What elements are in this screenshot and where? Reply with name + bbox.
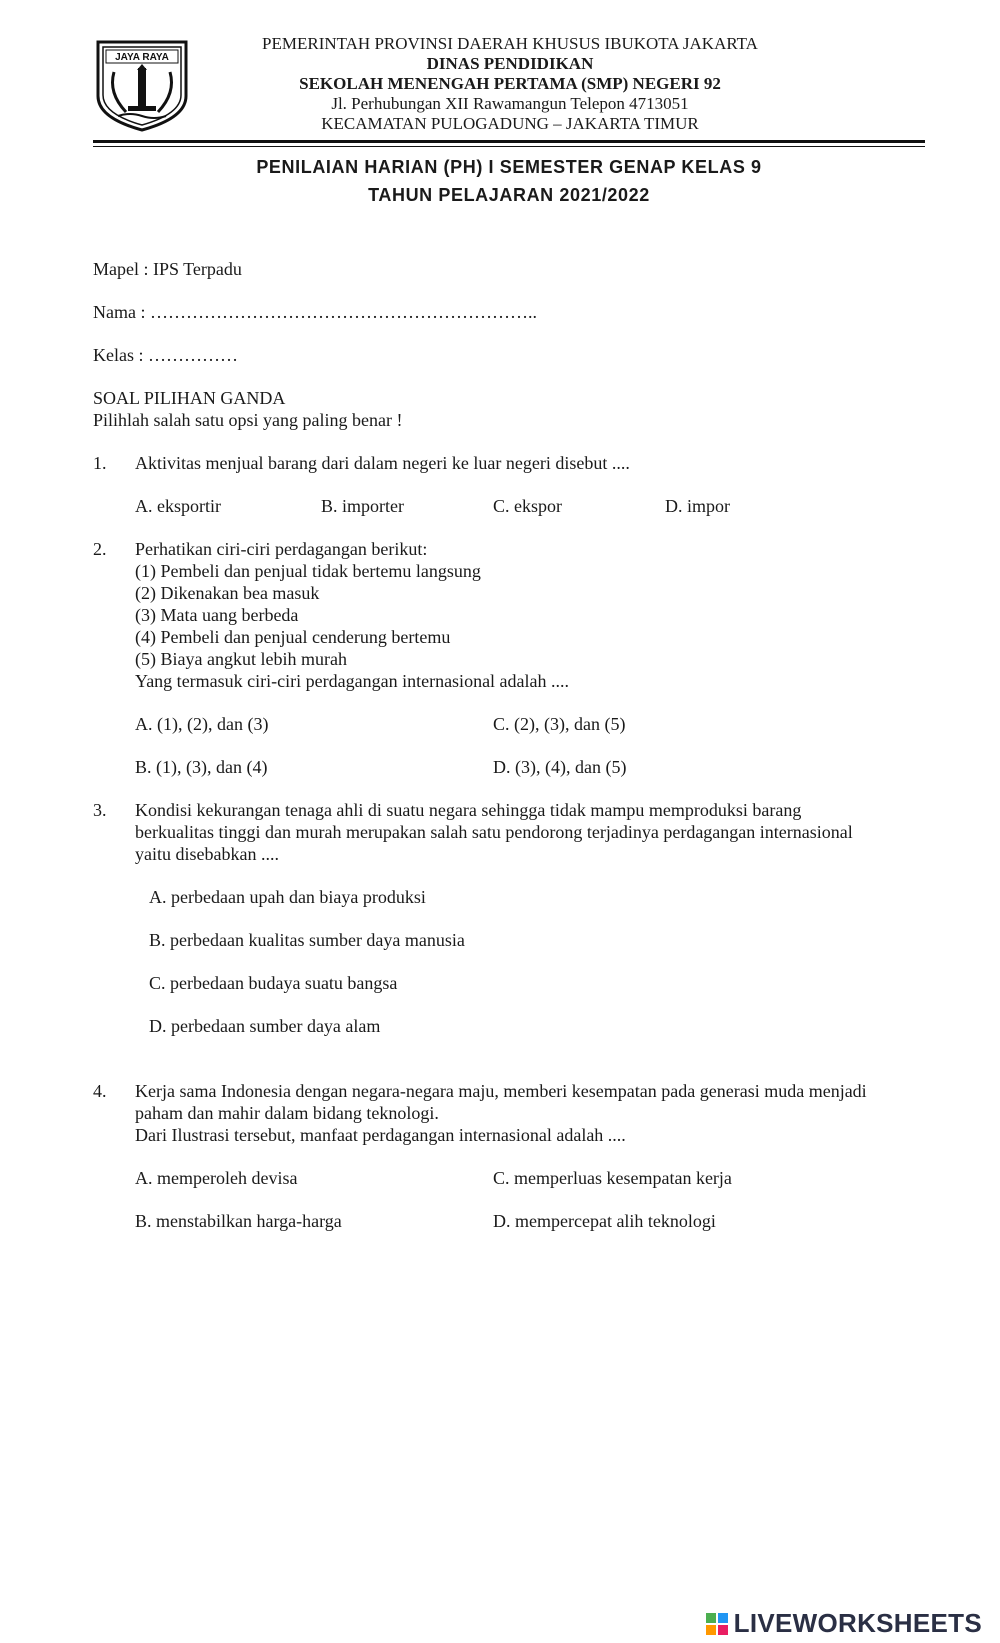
question-2-item-4: (4) Pembeli dan penjual cenderung bertemu [135, 627, 451, 647]
question-1-option-d[interactable]: D. impor [665, 496, 730, 516]
question-3-option-b[interactable]: B. perbedaan kualitas sumber daya manusia [149, 930, 465, 950]
question-1-option-c[interactable]: C. ekspor [493, 496, 562, 516]
question-3-option-d[interactable]: D. perbedaan sumber daya alam [149, 1016, 381, 1036]
logo-square [706, 1625, 716, 1635]
question-4-option-a[interactable]: A. memperoleh devisa [135, 1168, 298, 1188]
letterhead-government: PEMERINTAH PROVINSI DAERAH KHUSUS IBUKOTA JAKARTA [262, 34, 758, 53]
name-field: Nama : ……………………………………………………….. [93, 302, 537, 322]
question-4-option-b[interactable]: B. menstabilkan harga-harga [135, 1211, 342, 1231]
question-2-item-5: (5) Biaya angkut lebih murah [135, 649, 347, 669]
letterhead-school: SEKOLAH MENENGAH PERTAMA (SMP) NEGERI 92 [299, 74, 721, 93]
question-2-option-a[interactable]: A. (1), (2), dan (3) [135, 714, 269, 734]
question-2-text: Yang termasuk ciri-ciri perdagangan internasional adalah .... [135, 671, 570, 691]
school-logo [92, 38, 192, 132]
question-4-text-line2: paham dan mahir dalam bidang teknologi. [135, 1103, 439, 1123]
logo-square [706, 1613, 716, 1623]
question-1-text: Aktivitas menjual barang dari dalam negeri ke luar negeri disebut .... [135, 453, 630, 473]
logo-square [718, 1613, 728, 1623]
question-2-item-2: (2) Dikenakan bea masuk [135, 583, 320, 603]
question-1-option-b[interactable]: B. importer [321, 496, 404, 516]
liveworksheets-logo-icon [706, 1613, 728, 1635]
section-heading: SOAL PILIHAN GANDA [93, 388, 286, 408]
exam-title: PENILAIAN HARIAN (PH) I SEMESTER GENAP KELAS 9 [256, 157, 762, 177]
question-2-item-3: (3) Mata uang berbeda [135, 605, 299, 625]
question-3-text-line3: yaitu disebabkan .... [135, 844, 279, 864]
question-1-option-a[interactable]: A. eksportir [135, 496, 221, 516]
subject-field: Mapel : IPS Terpadu [93, 259, 242, 279]
question-4-number: 4. [93, 1081, 107, 1101]
letterhead-rule-thin [93, 146, 925, 147]
liveworksheets-brand[interactable] [706, 1608, 982, 1639]
exam-year: TAHUN PELAJARAN 2021/2022 [368, 185, 650, 205]
section-instruction: Pilihlah salah satu opsi yang paling benar ! [93, 410, 403, 430]
question-3-text-line1: Kondisi kekurangan tenaga ahli di suatu negara sehingga tidak mampu memproduksi barang [135, 800, 802, 820]
letterhead-department: DINAS PENDIDIKAN [426, 54, 594, 73]
letterhead-district: KECAMATAN PULOGADUNG – JAKARTA TIMUR [321, 114, 699, 133]
question-4-option-c[interactable]: C. memperluas kesempatan kerja [493, 1168, 732, 1188]
brand-name: LIVEWORKSHEETS [733, 1608, 982, 1638]
question-4-option-d[interactable]: D. mempercepat alih teknologi [493, 1211, 716, 1231]
question-2-option-b[interactable]: B. (1), (3), dan (4) [135, 757, 268, 777]
question-3-option-c[interactable]: C. perbedaan budaya suatu bangsa [149, 973, 398, 993]
letterhead-address: Jl. Perhubungan XII Rawamangun Telepon 4713051 [331, 94, 689, 113]
jakarta-emblem-icon [92, 38, 192, 132]
question-2-option-d[interactable]: D. (3), (4), dan (5) [493, 757, 627, 777]
question-2-option-c[interactable]: C. (2), (3), dan (5) [493, 714, 626, 734]
question-3-number: 3. [93, 800, 107, 820]
question-4-text-line3: Dari Ilustrasi tersebut, manfaat perdagangan internasional adalah .... [135, 1125, 626, 1145]
letterhead-rule-thick [93, 140, 925, 143]
question-2-number: 2. [93, 539, 107, 559]
question-4-text-line1: Kerja sama Indonesia dengan negara-negara maju, memberi kesempatan pada generasi muda menjadi [135, 1081, 867, 1101]
class-field: Kelas : …………… [93, 345, 238, 365]
question-2-item-1: (1) Pembeli dan penjual tidak bertemu langsung [135, 561, 481, 581]
question-1-number: 1. [93, 453, 107, 473]
logo-text: JAYA RAYA [115, 52, 169, 63]
question-3-text-line2: berkualitas tinggi dan murah merupakan salah satu pendorong terjadinya perdagangan internasional [135, 822, 853, 842]
logo-square [718, 1625, 728, 1635]
question-2-intro: Perhatikan ciri-ciri perdagangan berikut: [135, 539, 428, 559]
question-3-option-a[interactable]: A. perbedaan upah dan biaya produksi [149, 887, 426, 907]
